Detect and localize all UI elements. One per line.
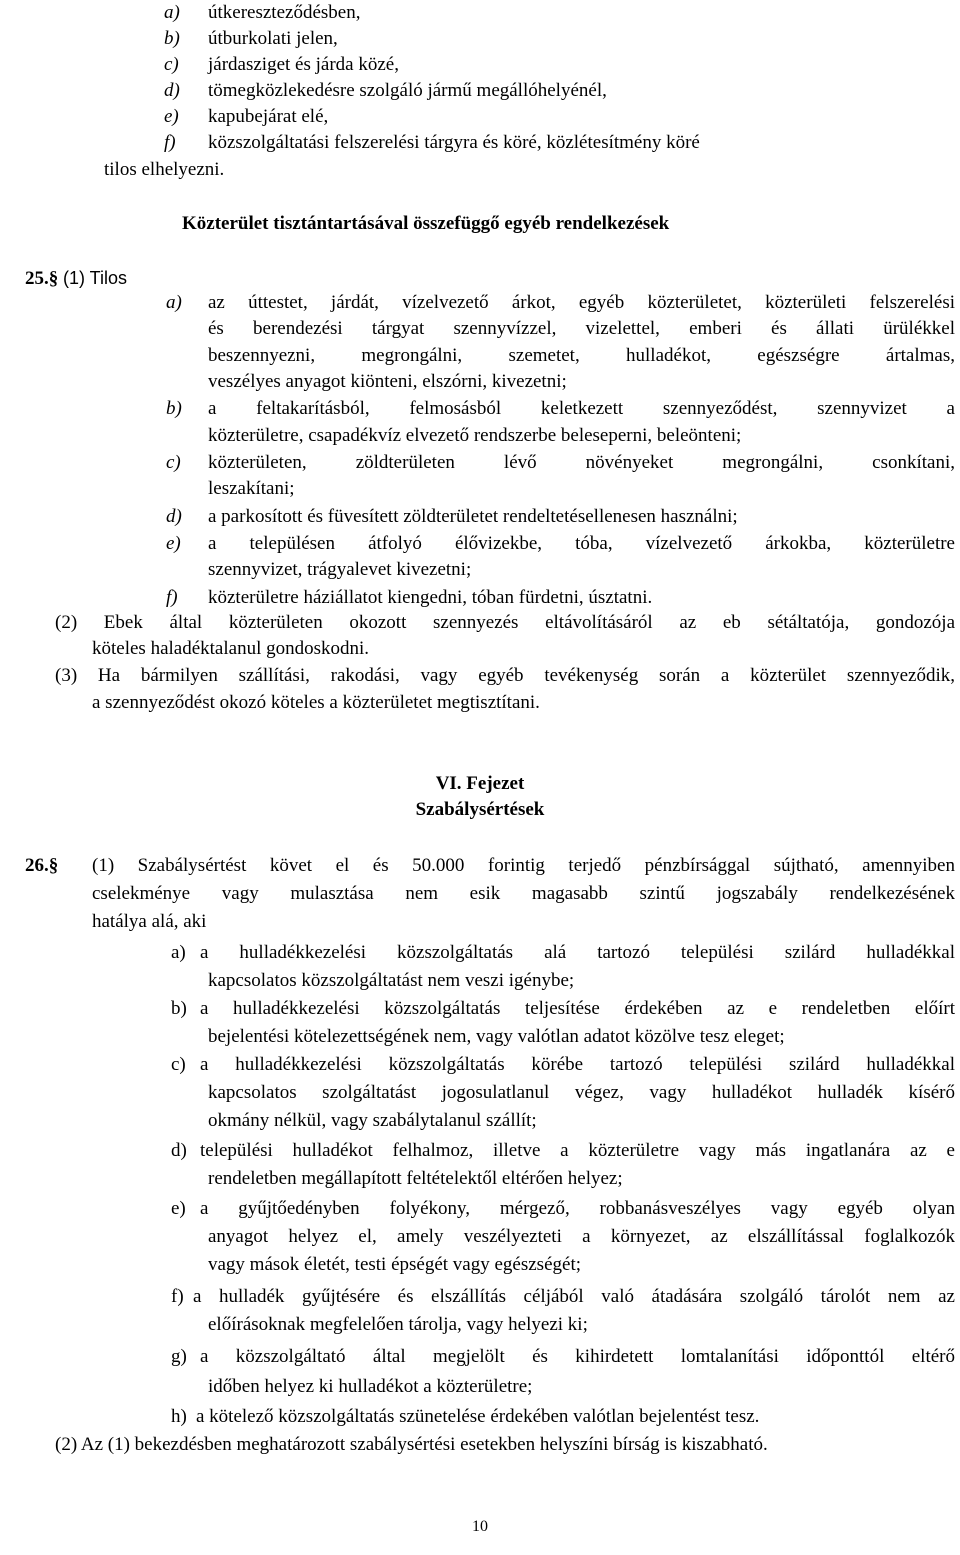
item-line: a hulladékkezelési közszolgáltatás alá tartozó települési szilárd hulladékkal — [200, 942, 955, 963]
list-label: e) — [164, 106, 179, 127]
item-label: c) — [171, 1054, 186, 1075]
item-line: a feltakarításból, felmosásból keletkezett szennyeződést, szennyvizet a — [208, 398, 955, 419]
item-line: rendeletben megállapított feltételektől eltérően helyez; — [208, 1168, 623, 1189]
list-label: b) — [164, 28, 180, 49]
page-number: 10 — [472, 1518, 488, 1535]
item-line: a településen átfolyó élővizekbe, tóba, vízelvezető árkokba, közterületre — [208, 533, 955, 554]
paragraph-line: (3) Ha bármilyen szállítási, rakodási, vagy egyéb tevékenység során a közterület szennyeződik, — [55, 665, 955, 686]
item-label: a) — [166, 292, 182, 313]
item-line: a parkosított és füvesített zöldterületet rendeltetésellenesen használni; — [208, 506, 738, 527]
list-label: a) — [164, 2, 180, 23]
item-line: beszennyezni, megrongálni, szemetet, hulladékot, egészségre ártalmas, — [208, 345, 955, 366]
item-label: h) — [171, 1406, 187, 1427]
item-line: a hulladékkezelési közszolgáltatás körébe tartozó települési szilárd hulladékkal — [200, 1054, 955, 1075]
list-item: útburkolati jelen, — [208, 28, 338, 49]
section-number: 25. — [25, 268, 49, 289]
item-label: f) — [171, 1286, 184, 1307]
list-label: c) — [164, 54, 179, 75]
list-item: kapubejárat elé, — [208, 106, 329, 127]
item-label: d) — [171, 1140, 187, 1161]
section-26-number — [25, 853, 58, 879]
item-line: települési hulladékot felhalmoz, illetve a közterületre vagy más ingatlanára az e — [200, 1140, 955, 1161]
item-line: a hulladék gyűjtésére és elszállítás céljából való átadására szolgáló tárolót nem az — [193, 1286, 955, 1307]
item-line: a gyűjtőedényben folyékony, mérgező, robbanásveszélyes vagy egyéb olyan — [200, 1198, 955, 1219]
chapter-number: VI. Fejezet — [435, 773, 525, 794]
item-label: c) — [166, 452, 181, 473]
list-item: járdasziget és járda közé, — [208, 54, 399, 75]
item-line: közterületre háziállatot kiengedni, tóban fürdetni, úsztatni. — [208, 587, 653, 608]
list-item: tömegközlekedésre szolgáló jármű megállóhelyénél, — [208, 80, 607, 101]
paragraph-line: a szennyeződést okozó köteles a közterületet megtisztítani. — [92, 692, 540, 713]
section-25-header — [25, 265, 127, 292]
item-line: anyagot helyez el, amely veszélyezteti a környezet, az elszállítással foglalkozók — [208, 1226, 955, 1247]
item-line: vagy mások életét, testi épségét vagy egészségét; — [208, 1254, 582, 1275]
item-line: leszakítani; — [208, 478, 295, 499]
item-label: g) — [171, 1346, 187, 1367]
section-symbol: § — [48, 855, 59, 876]
item-line: veszélyes anyagot kiönteni, elszórni, kivezetni; — [208, 371, 567, 392]
item-label: d) — [166, 506, 182, 527]
item-line: kapcsolatos szolgáltatást jogosulatlanul végez, vagy hulladékot hulladék kísérő — [208, 1082, 955, 1103]
item-label: e) — [166, 533, 181, 554]
paragraph-line: (2) Az (1) bekezdésben meghatározott szabálysértési esetekben helyszíni bírság is kiszabható. — [55, 1434, 768, 1455]
section-lead: (1) Tilos — [63, 268, 128, 288]
item-label: b) — [166, 398, 182, 419]
item-line: a közszolgáltató által megjelölt és kihirdetett lomtalanítási időponttól eltérő — [200, 1346, 955, 1367]
item-line: okmány nélkül, vagy szabálytalanul szállít; — [208, 1110, 537, 1131]
section-symbol: § — [48, 268, 59, 289]
paragraph-line: köteles haladéktalanul gondoskodni. — [92, 638, 370, 659]
list-label: f) — [164, 132, 176, 153]
item-line: időben helyez ki hulladékot a közterületre; — [208, 1376, 533, 1397]
item-line: és berendezési tárgyat szennyvízzel, vizelettel, emberi és állati ürülékkel — [208, 318, 955, 339]
list-closing: tilos elhelyezni. — [104, 159, 225, 180]
item-line: közterületen, zöldterületen lévő növényeket megrongálni, csonkítani, — [208, 452, 955, 473]
chapter-title: Szabálysértések — [415, 799, 545, 820]
section-heading: Közterület tisztántartásával összefüggő egyéb rendelkezések — [182, 213, 670, 234]
item-line: kapcsolatos közszolgáltatást nem veszi igénybe; — [208, 970, 575, 991]
list-item: útkereszteződésben, — [208, 2, 361, 23]
item-label: f) — [166, 587, 178, 608]
item-label: e) — [171, 1198, 186, 1219]
item-line: a hulladékkezelési közszolgáltatás teljesítése érdekében az e rendeletben előírt — [200, 998, 955, 1019]
item-line: szennyvizet, trágyalevet kivezetni; — [208, 559, 472, 580]
list-label: d) — [164, 80, 180, 101]
item-line: a kötelező közszolgáltatás szünetelése érdekében valótlan bejelentést tesz. — [196, 1406, 760, 1427]
item-line: közterületre, csapadékvíz elvezető rendszerbe beleseperni, beleönteni; — [208, 425, 742, 446]
section-number: 26. — [25, 855, 49, 876]
intro-line: hatálya alá, aki — [92, 911, 207, 932]
item-line: bejelentési kötelezettségének nem, vagy valótlan adatot közölve tesz eleget; — [208, 1026, 785, 1047]
item-line: előírásoknak megfelelően tárolja, vagy helyezi ki; — [208, 1314, 588, 1335]
item-label: a) — [171, 942, 186, 963]
item-label: b) — [171, 998, 187, 1019]
intro-line: (1) Szabálysértést követ el és 50.000 forintig terjedő pénzbírsággal sújtható, amennyiben — [92, 855, 955, 876]
paragraph-line: (2) Ebek által közterületen okozott szennyezés eltávolításáról az eb sétáltatója, gondozója — [55, 612, 955, 633]
intro-line: cselekménye vagy mulasztása nem esik magasabb szintű jogszabály rendelkezésének — [92, 883, 955, 904]
list-item: közszolgáltatási felszerelési tárgyra és köré, közlétesítmény köré — [208, 132, 700, 153]
item-line: az úttestet, járdát, vízelvezető árkot, egyéb közterületet, közterületi felszerelési — [208, 292, 955, 313]
